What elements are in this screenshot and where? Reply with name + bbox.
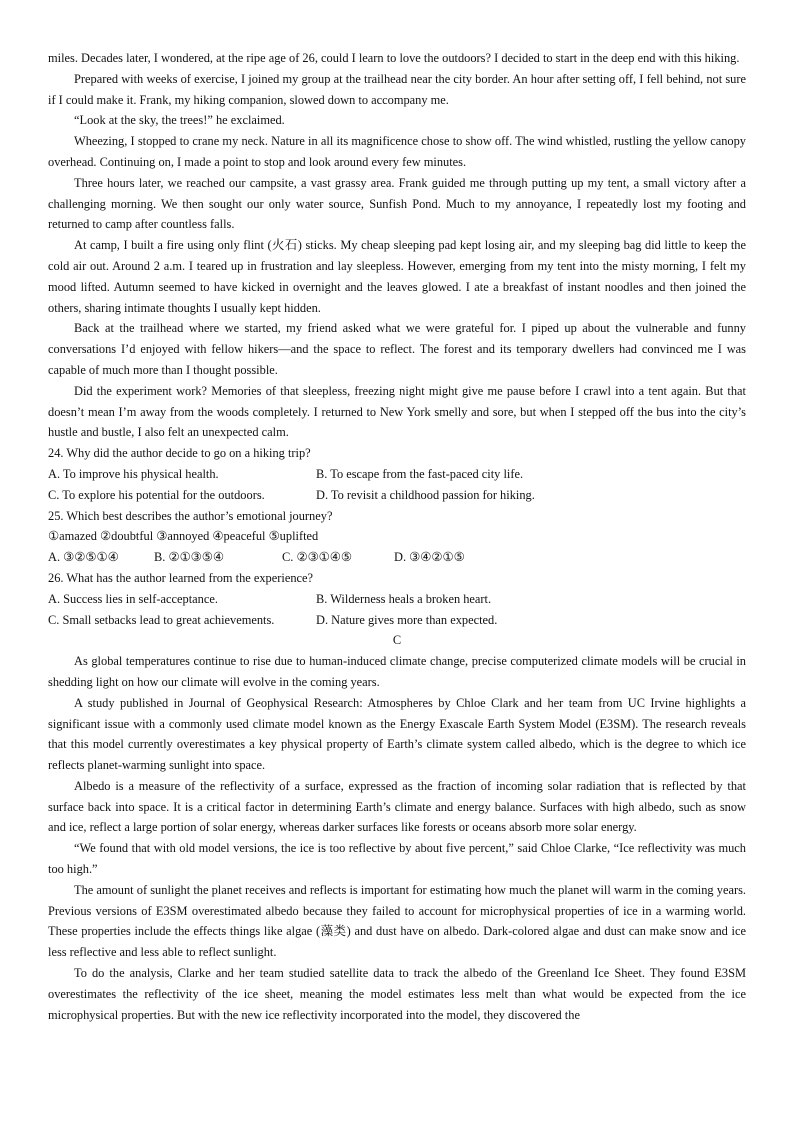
question-25 [48, 506, 746, 568]
paragraph: To do the analysis, Clarke and her team studied satellite data to track the albedo of the Greenland Ice Sheet. They found E3SM overestimates the reflectivity of the ice sheet, meaning the model estimates less melt than what would be expected from the ice microphysical properties. But with the new ice reflectivity incorporated into the model, they discovered the [48, 966, 746, 1022]
paragraph: At camp, I built a fire using only flint (火石) sticks. My cheap sleeping pad kept losing air, and my sleeping bag did little to keep the cold air out. Around 2 a.m. I teared up in frustration and lay sleepless. However, emerging from my tent into the misty morning, I felt my mood lifted. Autumn seemed to have kicked in overnight and the leaves glowed. I ate a breakfast of instant noodles and then joined the others, sharing intimate thoughts I usually kept hidden. [48, 238, 746, 315]
question-24 [48, 443, 746, 505]
paragraph: “We found that with old model versions, the ice is too reflective by about five percent,” said Chloe Clarke, “Ice reflectivity was much too high.” [48, 841, 746, 877]
paragraph: Prepared with weeks of exercise, I joined my group at the trailhead near the city border. An hour after setting off, I fell behind, not sure if I could make it. Frank, my hiking companion, slowed down to accompany me. [48, 71, 746, 107]
paragraph: Albedo is a measure of the reflectivity of a surface, expressed as the fraction of incoming solar radiation that is reflected by that surface back into space. It is a critical factor in determining Earth’s climate and energy balance. Surfaces with high albedo, such as snow and ice, reflect a large portion of solar energy, whereas darker surfaces like forests or oceans absorb more solar energy. [48, 778, 746, 835]
option-a: A. Success lies in self-acceptance. [48, 591, 218, 606]
option-b: B. ②①③⑤④ [154, 550, 224, 565]
paragraph: Back at the trailhead where we started, my friend asked what we were grateful for. I piped up about the vulnerable and funny conversations I’d enjoyed with fellow hikers—and the space to reflect. The forest and its temporary dwellers had convinced me I was capable of much more than I thought possible. [48, 321, 746, 377]
paragraph: miles. Decades later, I wondered, at the ripe age of 26, could I learn to love the outdoors? I decided to start in the deep end with this hiking. [48, 51, 740, 65]
option-a: A. ③②⑤①④ [48, 550, 119, 565]
paragraph: Did the experiment work? Memories of that sleepless, freezing night might give me pause before I crawl into a tent again. But that doesn’t mean I’m away from the woods completely. I returned to New York smelly and sore, but when I stepped off the bus into the city’s hustle and bustle, I also felt an unexpected calm. [48, 383, 746, 440]
question-26 [48, 568, 746, 630]
paragraph: The amount of sunlight the planet receives and reflects is important for estimating how much the planet will warm in the coming years. Previous versions of E3SM overestimated albedo because they failed to account for microphysical properties of ice in a warming world. These properties include the effects things like algae (藻类) and dust have on albedo. Dark-colored algae and dust can make snow and ice less reflective and less able to reflect sunlight. [48, 882, 746, 960]
option-d: D. ③④②①⑤ [394, 550, 465, 565]
option-d: D. To revisit a childhood passion for hiking. [316, 487, 535, 502]
section-heading: C [392, 633, 402, 648]
question-stem: 24. Why did the author decide to go on a hiking trip? [48, 446, 311, 461]
emotion-items: ①amazed ②doubtful ③annoyed ④peaceful ⑤uplifted [48, 529, 319, 544]
paragraph: A study published in Journal of Geophysical Research: Atmospheres by Chloe Clark and her team from UC Irvine highlights a significant issue with a commonly used climate model known as the Energy Exascale Earth System Model (E3SM). The research reveals that this model currently overestimates a key physical property of Earth’s climate system called albedo, which is the degree to which ice reflects planet-warming sunlight into space. [48, 695, 746, 773]
question-stem: 25. Which best describes the author’s emotional journey? [48, 508, 333, 523]
question-stem: 26. What has the author learned from the experience? [48, 570, 314, 585]
paragraph: As global temperatures continue to rise due to human-induced climate change, precise computerized climate models will be crucial in shedding light on how our climate will evolve in the coming years. [48, 654, 746, 689]
paragraph: Wheezing, I stopped to crane my neck. Nature in all its magnificence chose to show off. The wind whistled, rustling the yellow canopy overhead. Continuing on, I made a point to stop and look around every few minutes. [48, 134, 746, 169]
paragraph: “Look at the sky, the trees!” he exclaimed. [74, 113, 285, 128]
option-a: A. To improve his physical health. [48, 466, 219, 481]
option-c: C. ②③①④⑤ [282, 550, 352, 565]
option-d: D. Nature gives more than expected. [316, 612, 498, 627]
option-c: C. To explore his potential for the outdoors. [48, 487, 265, 502]
exam-page [48, 48, 746, 1025]
paragraph: Three hours later, we reached our campsite, a vast grassy area. Frank guided me through putting up my tent, a small victory after a challenging morning. We then sought our only water source, Sunfish Pond. Much to my annoyance, I repeatedly lost my footing and returned to camp after countless falls. [48, 175, 746, 232]
option-c: C. Small setbacks lead to great achievements. [48, 612, 275, 627]
option-b: B. Wilderness heals a broken heart. [316, 591, 492, 606]
option-b: B. To escape from the fast-paced city life. [316, 466, 524, 481]
